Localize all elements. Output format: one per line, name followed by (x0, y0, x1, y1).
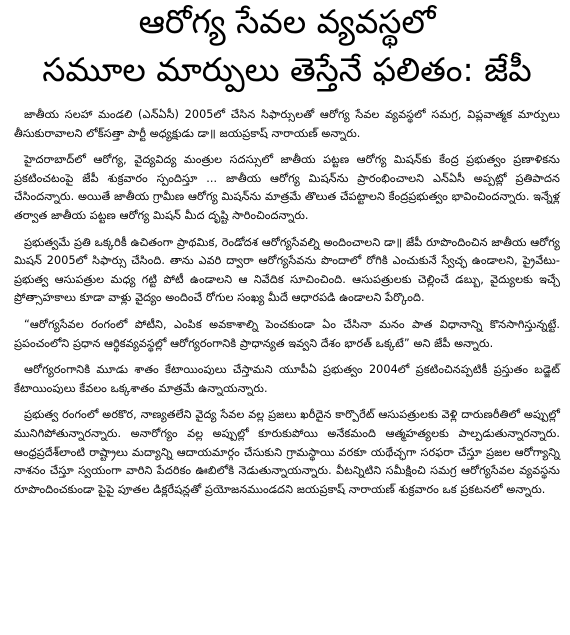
paragraph-3: ప్రభుత్వమే ప్రతి ఒక్కరికీ ఉచితంగా ప్రాథమిక, రెండోదశ ఆరోగ్యసేవల్ని అందించాలని డా॥ జేపీ రూపొందించిన జాతీయ ఆరోగ్య మిషన్ 2005లో సిఫార్సు చేసింది. తాను ఎవరి ద్వారా ఆరోగ్యసేవను పొందాలో రోగికి ఎంచుకునే స్వేచ్ఛ ఉండాలని, ప్రైవేటు-ప్రభుత్వ ఆసుపత్రుల మధ్య గట్టి పోటీ ఉండాలని ఆ నివేదిక సూచించింది. ఆసుపత్రులకు చెల్లించే డబ్బు, వైద్యులకు ఇచ్చే ప్రోత్సాహకాలు కూడా వాళ్లు వైద్యం అందించే రోగుల సంఖ్య మీదే ఆధారపడి ఉండాలని పేర్కొంది. (14, 235, 560, 305)
paragraph-2: హైదరాబాద్‌లో ఆరోగ్య, వైద్యవిద్య మంత్రుల సదస్సులో జాతీయ పట్టణ ఆరోగ్య మిషన్‌కు కేంద్ర ప్రభుత్వం ప్రణాళికను ప్రకటించటంపై జేపీ శుక్రవారం స్పందిస్తూ ... జాతీయ ఆరోగ్య మిషన్‌ను ప్రారంభించాలని ఎన్ఏసీ అప్పట్లో ప్రతిపాదన చేసిందన్నారు. అయితే జాతీయ గ్రామీణ ఆరోగ్య మిషన్‌ను మాత్రమే తొలుత చేపట్టాలని కేంద్రప్రభుత్వం భావించిందన్నారు. ఇన్నేళ్ల తర్వాత జాతీయ పట్టణ ఆరోగ్య మిషన్ మీద దృష్టి సారించిందన్నారు. (14, 153, 560, 222)
headline-line-2: సమూల మార్పులు తెస్తేనే ఫలితం: జేపీ (42, 50, 532, 89)
headline-line-1: ఆరోగ్య సేవల వ్యవస్థలో (138, 2, 436, 41)
paragraph-6: ప్రభుత్వ రంగంలో అరకొర, నాణ్యతలేని వైద్య సేవల వల్ల ప్రజలు ఖరీదైన కార్పొరేట్ ఆసుపత్రులకు వెళ్లి దారుణరీతిలో అప్పుల్లో మునిగిపోతున్నారన్నారు. అనారోగ్యం వల్ల అప్పుల్లో కూరుకుపోయి అనేకమంది ఆత్మహత్యలకు పాల్పడుతున్నారన్నారు. ఆంధ్రప్రదేశ్‌లాంటి రాష్ట్రాలు మద్యాన్ని ఆదాయమార్గం చేసుకుని గ్రామస్థాయి వరకూ యథేచ్ఛగా సరఫరా చేస్తూ ప్రజల ఆరోగ్యాన్ని నాశనం చేస్తూ స్వయంగా వారిని పేదరికం ఊబిలోకి నెడుతున్నాయన్నారు. వీటన్నిటిని సమీక్షించి సమగ్ర ఆరోగ్యసేవల వ్యవస్థను రూపొందించకుండా పైపై పూతల డిక్లరేషన్లతో ప్రయోజనముండదని జయప్రకాష్ నారాయణ్ శుక్రవారం ఒక ప్రకటనలో అన్నారు. (14, 408, 560, 496)
paragraph-4: “ఆరోగ్యసేవల రంగంలో పోటీని, ఎంపిక అవకాశాల్ని పెంచకుండా ఏం చేసినా మనం పాత విధానాన్ని కొనసాగిస్తున్నట్టే. ప్రపంచంలోని ప్రధాన ఆర్థికవ్యవస్థల్లో ఆరోగ్యరంగానికి ప్రాధాన్యత ఇవ్వని దేశం భారత్ ఒక్కటే” అని జేపీ అన్నారు. (14, 317, 560, 350)
article-headline (14, 0, 560, 90)
paragraph-5: ఆరోగ్యరంగానికి మూడు శాతం కేటాయింపులు చేస్తామని యూపీఏ ప్రభుత్వం 2004లో ప్రకటించినప్పటికీ ప్రస్తుతం బడ్జెట్ కేటాయింపులు కేవలం ఒక్కశాతం మాత్రమే ఉన్నాయన్నారు. (14, 363, 560, 395)
paragraph-1: జాతీయ సలహా మండలి (ఎన్ఏసీ) 2005లో చేసిన సిఫార్సులతో ఆరోగ్య సేవల వ్యవస్థలో సమగ్ర, విప్లవాత్మక మార్పులు తీసుకురావాలని లోక్‌సత్తా పార్టీ అధ్యక్షుడు డా॥ జయప్రకాష్ నారాయణ్ అన్నారు. (14, 108, 560, 140)
article-body (14, 106, 560, 499)
